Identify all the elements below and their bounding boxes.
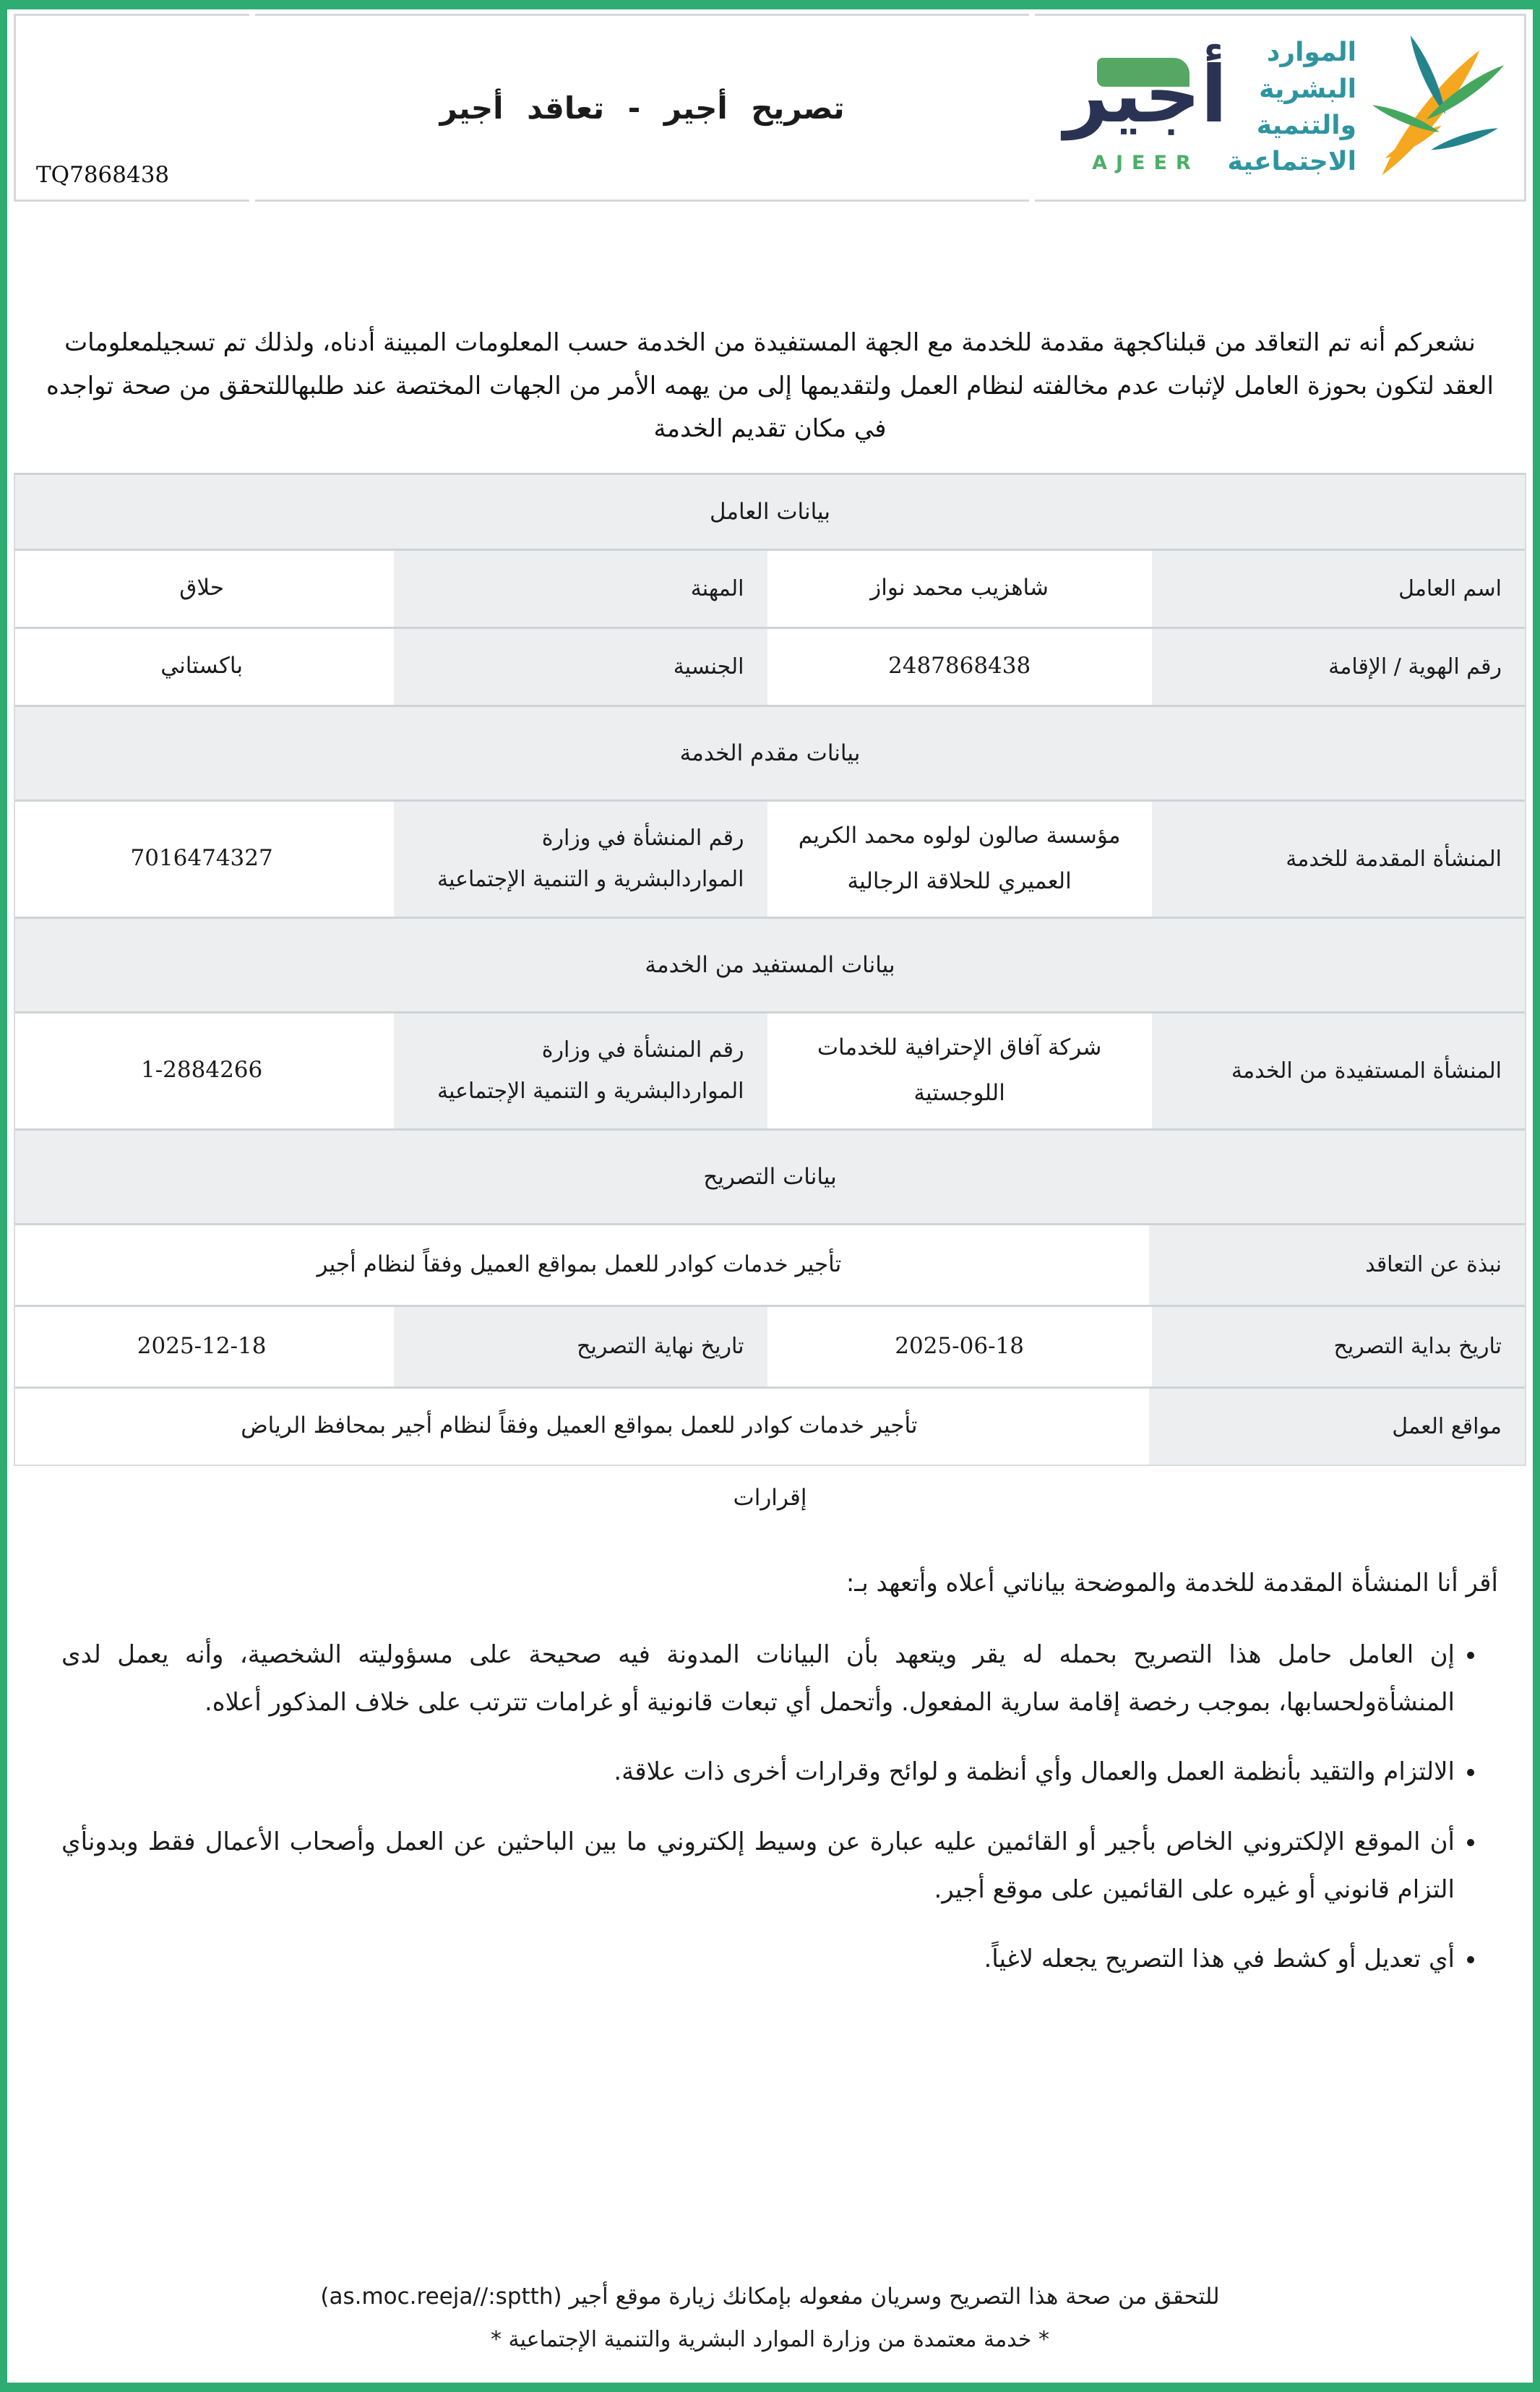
declarations-list — [61, 1631, 1489, 2005]
permit-start-date-value: 2025-06-18 — [773, 1307, 1146, 1386]
ministry-logo — [1227, 31, 1514, 184]
ajeer-logo — [1064, 42, 1227, 174]
ajeer-latin-wordmark: AJEER — [1092, 151, 1200, 174]
intro-paragraph: نشعركم أنه تم التعاقد من قبلناكجهة مقدمة للخدمة مع الجهة المستفيدة من الخدمة حسب المعلومات المبينة أدناه، ولذلك تم تسجيلمعلومات العقد لتكون بحوزة العامل لإثبات عدم مخالفته لنظام العمل ولتقديمها إلى من يهمه الأمر من الجهات المختصة عند طلبهاللتحقق من صحة تواجده في مكان تقديم الخدمة — [46, 328, 1494, 443]
ministry-logo-line2: والتنمية الاجتماعية — [1227, 111, 1356, 177]
id-number-value: 2487868438 — [773, 629, 1146, 705]
beneficiary-number-value: 1-2884266 — [15, 1013, 388, 1128]
ajeer-arabic-wordmark: أجير — [1064, 50, 1228, 141]
ministry-star-icon — [1361, 31, 1514, 184]
table-row — [15, 1389, 1525, 1465]
declaration-item: • أي تعديل أو كشط في هذا التصريح يجعله لاغياً. — [61, 1935, 1455, 1983]
provider-number-value: 7016474327 — [15, 802, 388, 917]
permit-number-box — [14, 14, 249, 202]
section-header-worker: بيانات العامل — [15, 475, 1525, 551]
nationality-label: الجنسية — [394, 629, 767, 705]
declarations-title: إقرارات — [733, 1484, 807, 1511]
permit-data-table — [14, 473, 1526, 1466]
work-locations-label: مواقع العمل — [1149, 1389, 1525, 1465]
ajeer-wordmark — [1064, 42, 1227, 150]
beneficiary-number-label: رقم المنشأة في وزارة المواردالبشرية و التنمية الإجتماعية — [394, 1013, 767, 1128]
declarations-intro: أقر أنا المنشأة المقدمة للخدمة والموضحة بياناتي أعلاه وأتعهد بـ: — [846, 1568, 1498, 1598]
work-locations-value: تأجير خدمات كوادر للعمل بمواقع العميل وفقاً لنظام أجير بمحافظ الرياض — [15, 1389, 1143, 1465]
title-box — [255, 14, 1029, 202]
table-row — [15, 1013, 1525, 1131]
worker-name-value: شاهزيب محمد نواز — [773, 551, 1146, 627]
ministry-logo-line1: الموارد البشرية — [1259, 38, 1356, 104]
document-header — [14, 14, 1526, 202]
page-title: تصريح أجير - تعاقد أجير — [439, 90, 845, 126]
beneficiary-establishment-value: شركة آفاق الإحترافية للخدمات اللوجستية — [773, 1013, 1146, 1128]
provider-establishment-value: مؤسسة صالون لولوه محمد الكريم العميري للحلاقة الرجالية — [773, 802, 1146, 917]
logo-box — [1035, 14, 1526, 202]
profession-label: المهنة — [394, 551, 767, 627]
permit-end-date-label: تاريخ نهاية التصريح — [394, 1307, 767, 1386]
profession-value: حلاق — [15, 551, 388, 627]
nationality-value: باكستاني — [15, 629, 388, 705]
provider-establishment-label: المنشأة المقدمة للخدمة — [1152, 802, 1525, 917]
contract-summary-label: نبذة عن التعاقد — [1149, 1225, 1525, 1305]
table-row — [15, 1307, 1525, 1389]
permit-start-date-label: تاريخ بداية التصريح — [1152, 1307, 1525, 1386]
verification-note: للتحقق من صحة هذا التصريح وسريان مفعوله بإمكانك زيارة موقع أجير (as.moc.reeja//:sptth) — [320, 2284, 1220, 2310]
section-header-permit: بيانات التصريح — [15, 1131, 1525, 1225]
declaration-item: • الالتزام والتقيد بأنظمة العمل والعمال وأي أنظمة و لوائح وقرارات أخرى ذات علاقة. — [61, 1748, 1455, 1796]
permit-number: TQ7868438 — [36, 162, 170, 188]
table-row — [15, 1225, 1525, 1307]
ministry-logo-text — [1227, 35, 1356, 181]
table-row — [15, 802, 1525, 919]
document-footer — [7, 2284, 1533, 2383]
section-header-beneficiary: بيانات المستفيد من الخدمة — [15, 919, 1525, 1013]
declaration-item: • أن الموقع الإلكتروني الخاص بأجير أو القائمين عليه عبارة عن وسيط إلكتروني ما بين الباحثين عن العمل وأصحاب الأعمال فقط وبدونأي التزام قانوني أو غيره على القائمين على موقع أجير. — [61, 1818, 1455, 1914]
permit-end-date-value: 2025-12-18 — [15, 1307, 388, 1386]
table-row — [15, 629, 1525, 707]
worker-name-label: اسم العامل — [1152, 551, 1525, 627]
id-number-label: رقم الهوية / الإقامة — [1152, 629, 1525, 705]
beneficiary-establishment-label: المنشأة المستفيدة من الخدمة — [1152, 1013, 1525, 1128]
table-row — [15, 551, 1525, 629]
accreditation-note: * خدمة معتمدة من وزارة الموارد البشرية والتنمية الإجتماعية * — [491, 2327, 1049, 2352]
section-header-provider: بيانات مقدم الخدمة — [15, 707, 1525, 802]
provider-number-label: رقم المنشأة في وزارة المواردالبشرية و التنمية الإجتماعية — [394, 802, 767, 917]
declaration-item: • إن العامل حامل هذا التصريح بحمله له يقر ويتعهد بأن البيانات المدونة فيه صحيحة على مسؤوليته الشخصية، وأنه يعمل لدى المنشأةولحسابها، بموجب رخصة إقامة سارية المفعول. وأتحمل أي تبعات قانونية أو غرامات تترتب على خلاف المذكور أعلاه. — [61, 1631, 1455, 1727]
contract-summary-value: تأجير خدمات كوادر للعمل بمواقع العميل وفقاً لنظام أجير — [15, 1225, 1143, 1305]
